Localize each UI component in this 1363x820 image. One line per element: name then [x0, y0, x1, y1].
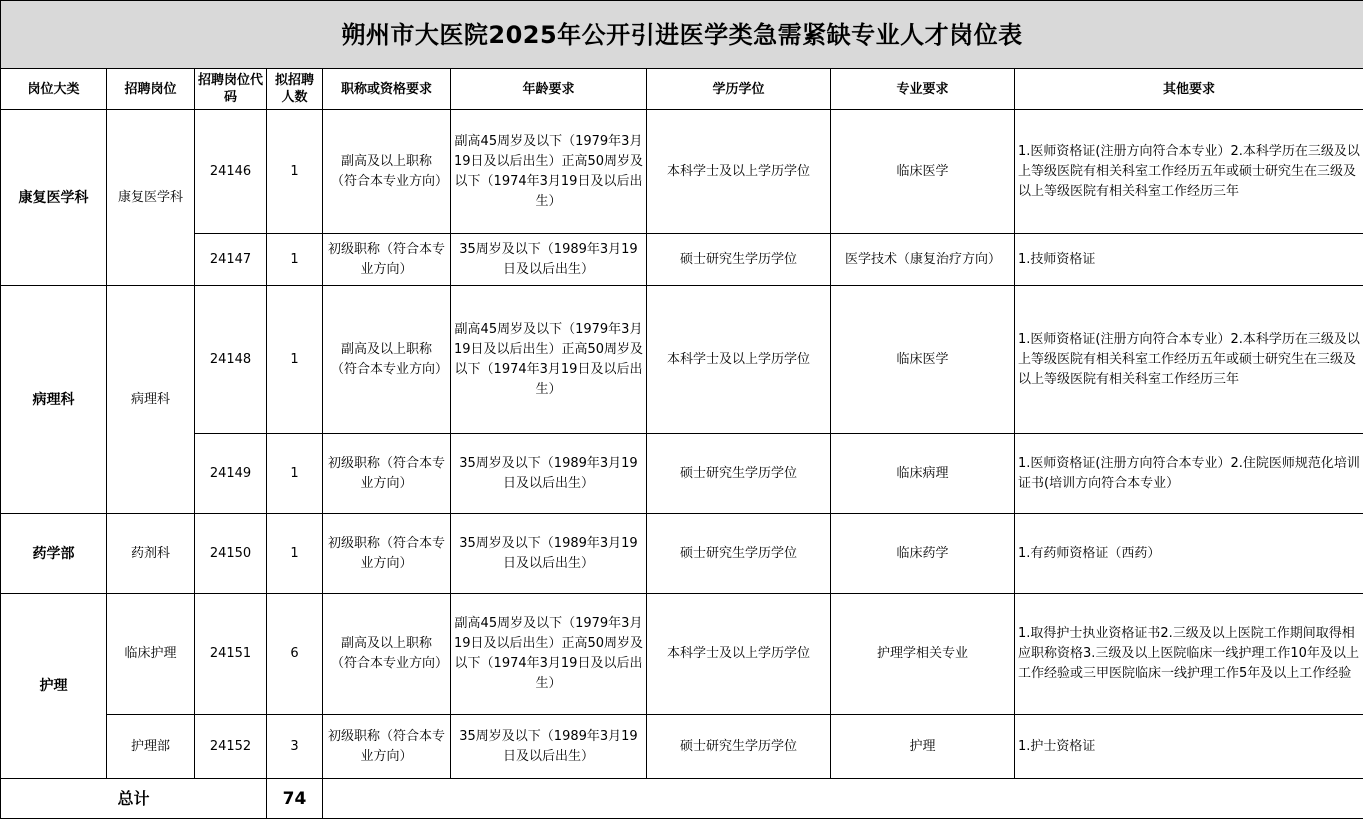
- code-cell: 24150: [195, 514, 267, 594]
- code-cell: 24147: [195, 234, 267, 286]
- header-title-requirement: 职称或资格要求: [323, 69, 451, 110]
- header-education: 学历学位: [647, 69, 831, 110]
- other-requirements-cell: 1.医师资格证(注册方向符合本专业）2.本科学历在三级及以上等级医院有相关科室工作经历五年或硕士研究生在三级及以上等级医院有相关科室工作经历三年: [1015, 286, 1363, 434]
- header-count: 拟招聘人数: [267, 69, 323, 110]
- total-value: 74: [267, 779, 323, 819]
- education-cell: 硕士研究生学历学位: [647, 514, 831, 594]
- title-requirement-cell: 初级职称（符合本专业方向）: [323, 514, 451, 594]
- title-requirement-cell: 初级职称（符合本专业方向）: [323, 434, 451, 514]
- total-blank: [323, 779, 1363, 819]
- major-cell: 医学技术（康复治疗方向）: [831, 234, 1015, 286]
- title-requirement-cell: 副高及以上职称（符合本专业方向）: [323, 286, 451, 434]
- education-cell: 硕士研究生学历学位: [647, 434, 831, 514]
- title-requirement-cell: 初级职称（符合本专业方向）: [323, 715, 451, 779]
- age-cell: 35周岁及以下（1989年3月19日及以后出生）: [451, 514, 647, 594]
- other-requirements-cell: 1.取得护士执业资格证书2.三级及以上医院工作期间取得相应职称资格3.三级及以上医院临床一线护理工作10年及以上工作经验或三甲医院临床一线护理工作5年及以上工作经验: [1015, 594, 1363, 715]
- position-cell: 康复医学科: [107, 110, 195, 286]
- category-cell: 康复医学科: [1, 110, 107, 286]
- position-cell: 病理科: [107, 286, 195, 514]
- major-cell: 护理: [831, 715, 1015, 779]
- code-cell: 24149: [195, 434, 267, 514]
- education-cell: 硕士研究生学历学位: [647, 715, 831, 779]
- table-row: [1, 434, 1363, 514]
- education-cell: 本科学士及以上学历学位: [647, 110, 831, 234]
- age-cell: 副高45周岁及以下（1979年3月19日及以后出生）正高50周岁及以下（1974年3月19日及以后出生）: [451, 110, 647, 234]
- header-code: 招聘岗位代码: [195, 69, 267, 110]
- major-cell: 临床药学: [831, 514, 1015, 594]
- header-other: 其他要求: [1015, 69, 1363, 110]
- count-cell: 3: [267, 715, 323, 779]
- total-row: [1, 779, 1363, 819]
- position-cell: 药剂科: [107, 514, 195, 594]
- header-category: 岗位大类: [1, 69, 107, 110]
- header-major: 专业要求: [831, 69, 1015, 110]
- other-requirements-cell: 1.医师资格证(注册方向符合本专业）2.住院医师规范化培训证书(培训方向符合本专业）: [1015, 434, 1363, 514]
- category-cell: 护理: [1, 594, 107, 779]
- code-cell: 24146: [195, 110, 267, 234]
- other-requirements-cell: 1.有药师资格证（西药）: [1015, 514, 1363, 594]
- age-cell: 35周岁及以下（1989年3月19日及以后出生）: [451, 434, 647, 514]
- count-cell: 1: [267, 234, 323, 286]
- page-title: 朔州市大医院2025年公开引进医学类急需紧缺专业人才岗位表: [1, 1, 1363, 69]
- position-cell: 护理部: [107, 715, 195, 779]
- other-requirements-cell: 1.医师资格证(注册方向符合本专业）2.本科学历在三级及以上等级医院有相关科室工作经历五年或硕士研究生在三级及以上等级医院有相关科室工作经历三年: [1015, 110, 1363, 234]
- education-cell: 本科学士及以上学历学位: [647, 286, 831, 434]
- table-row: [1, 594, 1363, 715]
- category-cell: 药学部: [1, 514, 107, 594]
- age-cell: 副高45周岁及以下（1979年3月19日及以后出生）正高50周岁及以下（1974年3月19日及以后出生）: [451, 286, 647, 434]
- header-age: 年龄要求: [451, 69, 647, 110]
- category-cell: 病理科: [1, 286, 107, 514]
- count-cell: 6: [267, 594, 323, 715]
- count-cell: 1: [267, 110, 323, 234]
- table-row: [1, 715, 1363, 779]
- table-row: [1, 110, 1363, 234]
- header-position: 招聘岗位: [107, 69, 195, 110]
- major-cell: 临床医学: [831, 110, 1015, 234]
- major-cell: 临床医学: [831, 286, 1015, 434]
- table-row: [1, 514, 1363, 594]
- table-row: [1, 286, 1363, 434]
- title-requirement-cell: 副高及以上职称（符合本专业方向）: [323, 594, 451, 715]
- count-cell: 1: [267, 514, 323, 594]
- education-cell: 硕士研究生学历学位: [647, 234, 831, 286]
- title-requirement-cell: 副高及以上职称（符合本专业方向）: [323, 110, 451, 234]
- total-label: 总计: [1, 779, 267, 819]
- title-requirement-cell: 初级职称（符合本专业方向）: [323, 234, 451, 286]
- major-cell: 临床病理: [831, 434, 1015, 514]
- header-row: [1, 69, 1363, 110]
- count-cell: 1: [267, 286, 323, 434]
- code-cell: 24151: [195, 594, 267, 715]
- count-cell: 1: [267, 434, 323, 514]
- major-cell: 护理学相关专业: [831, 594, 1015, 715]
- table-row: [1, 234, 1363, 286]
- code-cell: 24152: [195, 715, 267, 779]
- other-requirements-cell: 1.技师资格证: [1015, 234, 1363, 286]
- age-cell: 副高45周岁及以下（1979年3月19日及以后出生）正高50周岁及以下（1974年3月19日及以后出生）: [451, 594, 647, 715]
- age-cell: 35周岁及以下（1989年3月19日及以后出生）: [451, 234, 647, 286]
- other-requirements-cell: 1.护士资格证: [1015, 715, 1363, 779]
- education-cell: 本科学士及以上学历学位: [647, 594, 831, 715]
- code-cell: 24148: [195, 286, 267, 434]
- position-cell: 临床护理: [107, 594, 195, 715]
- age-cell: 35周岁及以下（1989年3月19日及以后出生）: [451, 715, 647, 779]
